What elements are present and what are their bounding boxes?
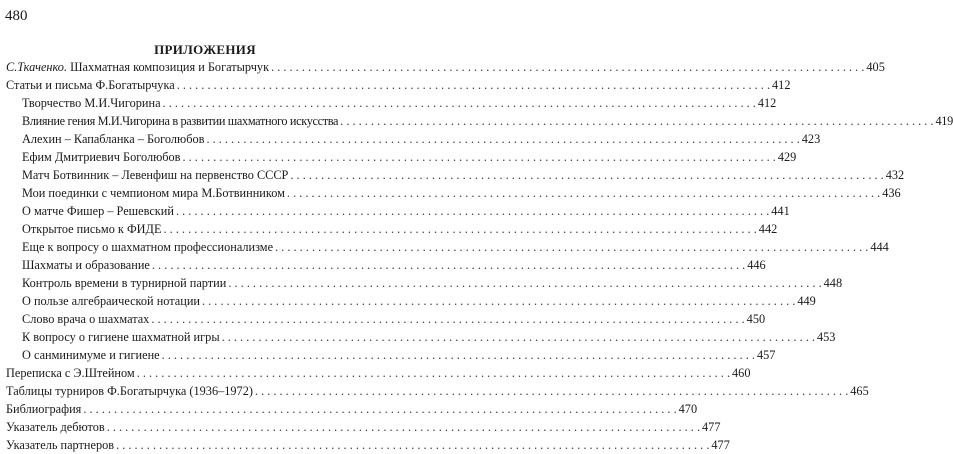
toc-entry: [6, 418, 721, 436]
dot-leader: [177, 76, 770, 94]
toc-entry: [6, 436, 730, 454]
dot-leader: [163, 220, 756, 238]
toc-entry-page: 465: [850, 384, 869, 398]
toc-entry-page: 405: [866, 60, 885, 74]
toc-entry: [6, 58, 885, 76]
toc-entry: [22, 328, 836, 346]
toc-entry-title: К вопросу о гигиене шахматной игры: [22, 330, 220, 344]
dot-leader: [183, 148, 776, 166]
toc-entry-page: 444: [870, 240, 889, 254]
toc-entry-title: Открытое письмо к ФИДЕ: [22, 222, 162, 236]
toc-entry: [22, 310, 766, 328]
toc-entry: [22, 238, 889, 256]
toc-entry-page: 457: [756, 348, 776, 362]
toc-entry-title: Библиография: [6, 402, 82, 416]
toc-entry-title: О матче Фишер – Решевский: [22, 204, 174, 218]
toc-entry: [22, 130, 821, 148]
toc-entry-title: Еще к вопросу о шахматном профессионализме: [22, 240, 274, 254]
toc-entry-page: 429: [777, 150, 797, 164]
toc-entry-page: 423: [801, 132, 821, 146]
toc-entry-title: Влияние гения М.И.Чигорина в развитии шахматного искусства: [22, 114, 339, 128]
dot-leader: [107, 418, 700, 436]
toc-entry: [22, 202, 790, 220]
toc-entry: [22, 148, 797, 166]
toc-entry-title: Указатель партнеров: [6, 438, 115, 452]
toc-entry: [22, 292, 816, 310]
toc-entry-title: Указатель дебютов: [6, 420, 105, 434]
dot-leader: [116, 436, 709, 454]
toc-entry: [22, 220, 778, 238]
toc-entry-title: Матч Ботвинник – Левенфиш на первенство СССР: [22, 168, 289, 182]
toc-entry-page: 432: [885, 168, 905, 182]
dot-leader: [152, 256, 745, 274]
toc-entry-page: 470: [678, 402, 698, 416]
toc-entry-title: С.Ткаченко. Шахматная композиция и Богатырчук: [6, 60, 270, 74]
dot-leader: [163, 94, 756, 112]
toc-entry-author: С.Ткаченко.: [6, 60, 68, 74]
toc-entry-page: 450: [746, 312, 766, 326]
toc-entry: [22, 184, 901, 202]
toc-entry-page: 442: [758, 222, 778, 236]
dot-leader: [255, 382, 848, 400]
toc-entry: [6, 400, 698, 418]
toc-entry: [22, 166, 905, 184]
toc-entry-title: Переписка с Э.Штейном: [6, 366, 135, 380]
toc-entry: [6, 382, 869, 400]
toc-entry-title: Алехин – Капабланка – Боголюбов: [22, 132, 205, 146]
toc-entry-page: 436: [882, 186, 901, 200]
dot-leader: [271, 58, 864, 76]
toc-entry-page: 477: [711, 438, 730, 452]
toc-entry: [6, 76, 791, 94]
dot-leader: [228, 274, 821, 292]
dot-leader: [340, 112, 933, 130]
dot-leader: [202, 292, 795, 310]
toc-entry-title: О пользе алгебраической нотации: [22, 294, 200, 308]
toc-entry-page: 441: [771, 204, 790, 218]
dot-leader: [287, 184, 880, 202]
dot-leader: [137, 364, 730, 382]
section-title: ПРИЛОЖЕНИЯ: [154, 42, 256, 57]
toc-entry-page: 412: [757, 96, 777, 110]
dot-leader: [222, 328, 815, 346]
toc-entry-page: 453: [816, 330, 836, 344]
dot-leader: [290, 166, 883, 184]
toc-entry: [6, 364, 751, 382]
toc-entry-page: 460: [732, 366, 751, 380]
toc-entry: [22, 94, 777, 112]
dot-leader: [206, 130, 799, 148]
dot-leader: [275, 238, 868, 256]
toc-entry-title: Контроль времени в турнирной партии: [22, 276, 227, 290]
page-number: 480: [5, 8, 28, 24]
toc-entry-title: Ефим Дмитриевич Боголюбов: [22, 150, 181, 164]
toc-entry-page: 412: [772, 78, 791, 92]
toc-entry: [22, 346, 776, 364]
toc-entry-title: Шахматы и образование: [22, 258, 150, 272]
toc-entry: [22, 256, 766, 274]
dot-leader: [176, 202, 769, 220]
toc-entry-title: Творчество М.И.Чигорина: [22, 96, 161, 110]
dot-leader: [151, 310, 744, 328]
dot-leader: [162, 346, 755, 364]
toc-entry-title: Таблицы турниров Ф.Богатырчука (1936–1972): [6, 384, 253, 398]
toc-entry-page: 446: [747, 258, 766, 272]
toc-entry-title: Мои поединки с чемпионом мира М.Ботвинником: [22, 186, 285, 200]
toc-entry-page: 448: [823, 276, 843, 290]
toc-entry: [22, 112, 953, 130]
toc-entry-title: Слово врача о шахматах: [22, 312, 150, 326]
toc-entry-page: 477: [702, 420, 721, 434]
toc-entry-title: О санминимуме и гигиене: [22, 348, 160, 362]
toc-entry-page: 449: [797, 294, 816, 308]
toc-entry-page: 419: [935, 114, 953, 128]
dot-leader: [83, 400, 676, 418]
toc-entry-title: Статьи и письма Ф.Богатырчука: [6, 78, 175, 92]
toc-entry: [22, 274, 843, 292]
